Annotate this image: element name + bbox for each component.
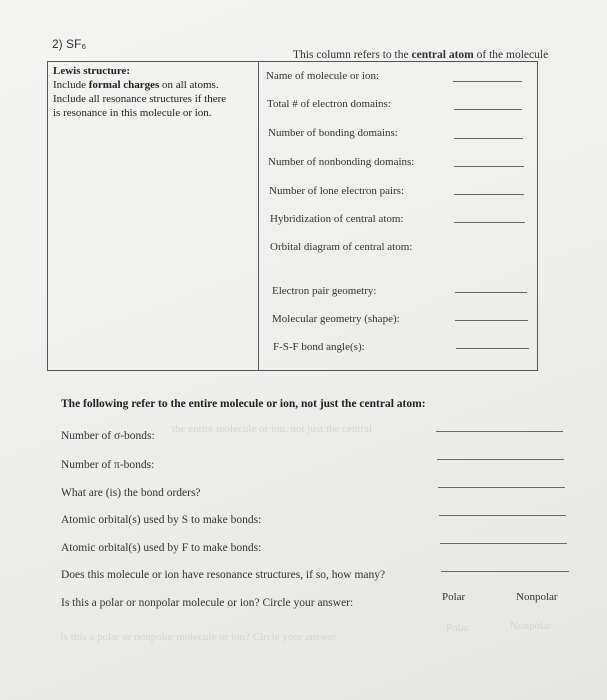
lewis-instruction-1: Include formal charges on all atoms. (53, 79, 219, 91)
field-name-of-molecule: Name of molecule or ion: (266, 70, 380, 82)
field-total-electron-domains: Total # of electron domains: (267, 98, 391, 110)
question-bond-orders: What are (is) the bond orders? (61, 487, 201, 499)
option-nonpolar[interactable]: Nonpolar (516, 591, 558, 603)
column-note: This column refers to the central atom of the molecule (293, 49, 549, 61)
lewis-instruction-2: Include all resonance structures if there (53, 93, 227, 105)
answer-blank-bond-orders[interactable] (438, 487, 565, 488)
option-polar[interactable]: Polar (442, 591, 466, 603)
field-bond-angle: F-S-F bond angle(s): (273, 341, 365, 353)
table-divider (258, 62, 259, 371)
field-hybridization: Hybridization of central atom: (270, 213, 404, 225)
bleed-through-text: the entire molecule or ion, not just the central (172, 423, 373, 435)
answer-blank-resonance[interactable] (441, 571, 569, 572)
answer-blank-sigma-bonds[interactable] (436, 431, 563, 432)
answer-blank-lone-pairs[interactable] (454, 194, 524, 195)
answer-blank-pi-bonds[interactable] (437, 459, 564, 460)
field-electron-pair-geometry: Electron pair geometry: (272, 285, 377, 297)
bleed-through-text: Polar (446, 622, 470, 634)
bleed-through-text: Nonpolar (510, 620, 552, 632)
answer-blank-total-domains[interactable] (454, 109, 522, 110)
answer-blank-name[interactable] (453, 81, 522, 82)
question-pi-bonds: Number of π-bonds: (61, 459, 155, 471)
answer-blank-electron-geometry[interactable] (455, 292, 527, 293)
lewis-instruction-3: is resonance in this molecule or ion. (53, 107, 212, 119)
field-lone-pairs: Number of lone electron pairs: (269, 185, 405, 197)
field-nonbonding-domains: Number of nonbonding domains: (268, 156, 415, 168)
answer-blank-molecular-geometry[interactable] (455, 320, 528, 321)
answer-blank-nonbonding-domains[interactable] (454, 166, 524, 167)
lewis-heading: Lewis structure: (53, 65, 131, 77)
question-s-orbitals: Atomic orbital(s) used by S to make bonds: (61, 514, 262, 526)
question-resonance: Does this molecule or ion have resonance structures, if so, how many? (61, 569, 386, 581)
bleed-through-text: Is this a polar or nonpolar molecule or ion? Circle your answer (60, 631, 337, 643)
question-polarity: Is this a polar or nonpolar molecule or ion? Circle your answer: (61, 597, 354, 609)
field-bonding-domains: Number of bonding domains: (268, 127, 398, 139)
answer-blank-f-orbitals[interactable] (440, 543, 567, 544)
question-f-orbitals: Atomic orbital(s) used by F to make bonds: (61, 542, 262, 554)
entire-molecule-heading: The following refer to the entire molecule or ion, not just the central atom: (61, 398, 426, 410)
field-molecular-geometry: Molecular geometry (shape): (272, 313, 400, 325)
answer-blank-bonding-domains[interactable] (454, 138, 523, 139)
question-sigma-bonds: Number of σ-bonds: (61, 430, 155, 442)
lewis-structure-box[interactable] (53, 64, 226, 120)
answer-blank-bond-angle[interactable] (456, 348, 529, 349)
answer-blank-hybridization[interactable] (454, 222, 525, 223)
field-orbital-diagram: Orbital diagram of central atom: (270, 241, 413, 253)
answer-blank-s-orbitals[interactable] (439, 515, 566, 516)
question-number: 2) SF₆ (52, 37, 87, 51)
orbital-diagram-area[interactable] (270, 258, 530, 280)
